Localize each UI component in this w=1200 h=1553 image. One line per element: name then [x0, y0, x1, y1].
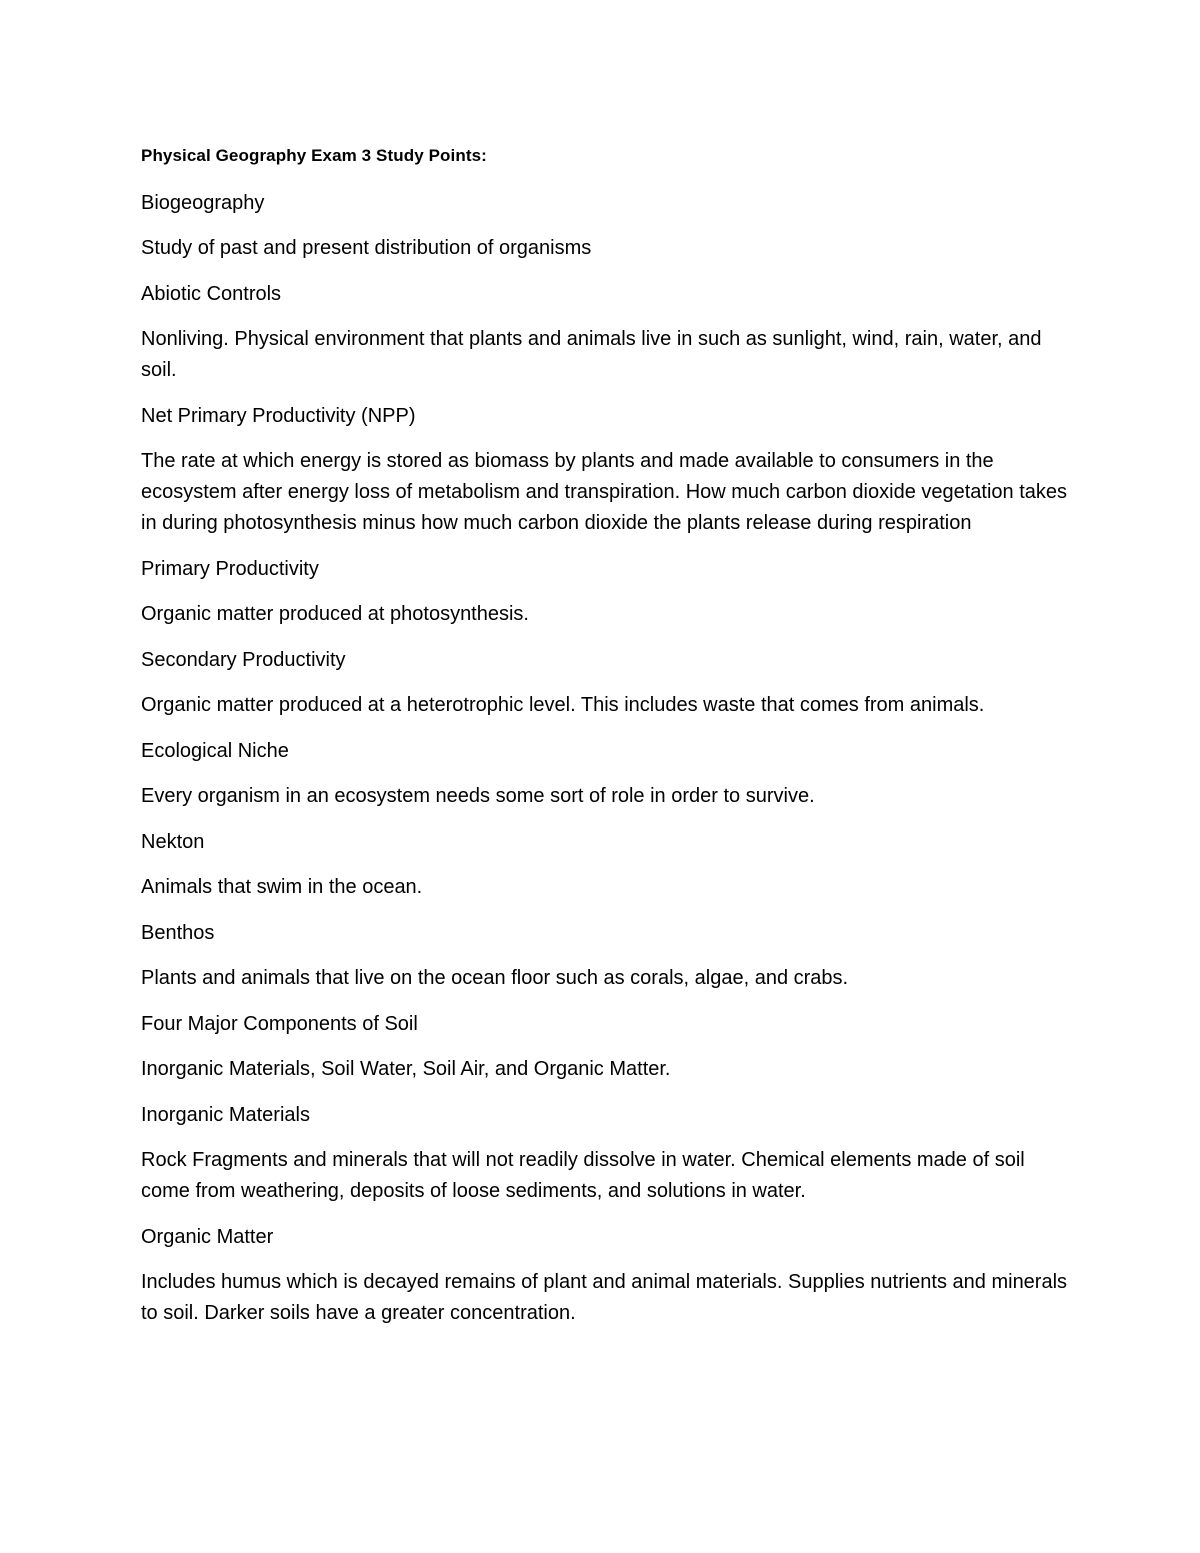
definition-benthos: Plants and animals that live on the ocean floor such as corals, algae, and crabs. — [141, 967, 849, 989]
document-title: Physical Geography Exam 3 Study Points: — [141, 146, 487, 165]
definition-net-primary-productivity: The rate at which energy is stored as biomass by plants and made available to consumers in the ecosystem after energy loss of metabolism and transpiration. How much carbon dioxide vegetation takes in during photosynthesis minus how much carbon dioxide the plants release during respiration — [141, 450, 1068, 534]
term-inorganic-materials: Inorganic Materials — [141, 1104, 310, 1126]
term-abiotic-controls: Abiotic Controls — [141, 283, 282, 305]
term-benthos: Benthos — [141, 922, 215, 944]
definition-ecological-niche: Every organism in an ecosystem needs some sort of role in order to survive. — [141, 785, 815, 807]
term-net-primary-productivity: Net Primary Productivity (NPP) — [141, 405, 416, 427]
term-nekton: Nekton — [141, 831, 205, 853]
term-ecological-niche: Ecological Niche — [141, 740, 289, 762]
definition-abiotic-controls: Nonliving. Physical environment that plants and animals live in such as sunlight, wind, rain, water, and soil. — [141, 328, 1042, 381]
document-body — [141, 144, 1071, 1344]
term-four-major-components-of-soil: Four Major Components of Soil — [141, 1013, 418, 1035]
definition-nekton: Animals that swim in the ocean. — [141, 876, 423, 898]
term-organic-matter: Organic Matter — [141, 1226, 274, 1248]
definition-biogeography: Study of past and present distribution of organisms — [141, 237, 592, 259]
definition-inorganic-materials: Rock Fragments and minerals that will not readily dissolve in water. Chemical elements made of soil come from weathering, deposits of loose sediments, and solutions in water. — [141, 1149, 1025, 1202]
definition-organic-matter: Includes humus which is decayed remains of plant and animal materials. Supplies nutrients and minerals to soil. Darker soils have a greater concentration. — [141, 1271, 1068, 1324]
term-secondary-productivity: Secondary Productivity — [141, 649, 346, 671]
term-biogeography: Biogeography — [141, 192, 265, 214]
definition-four-major-components-of-soil: Inorganic Materials, Soil Water, Soil Air, and Organic Matter. — [141, 1058, 671, 1080]
definition-secondary-productivity: Organic matter produced at a heterotrophic level. This includes waste that comes from animals. — [141, 694, 985, 716]
definition-primary-productivity: Organic matter produced at photosynthesis. — [141, 603, 529, 625]
term-primary-productivity: Primary Productivity — [141, 558, 319, 580]
